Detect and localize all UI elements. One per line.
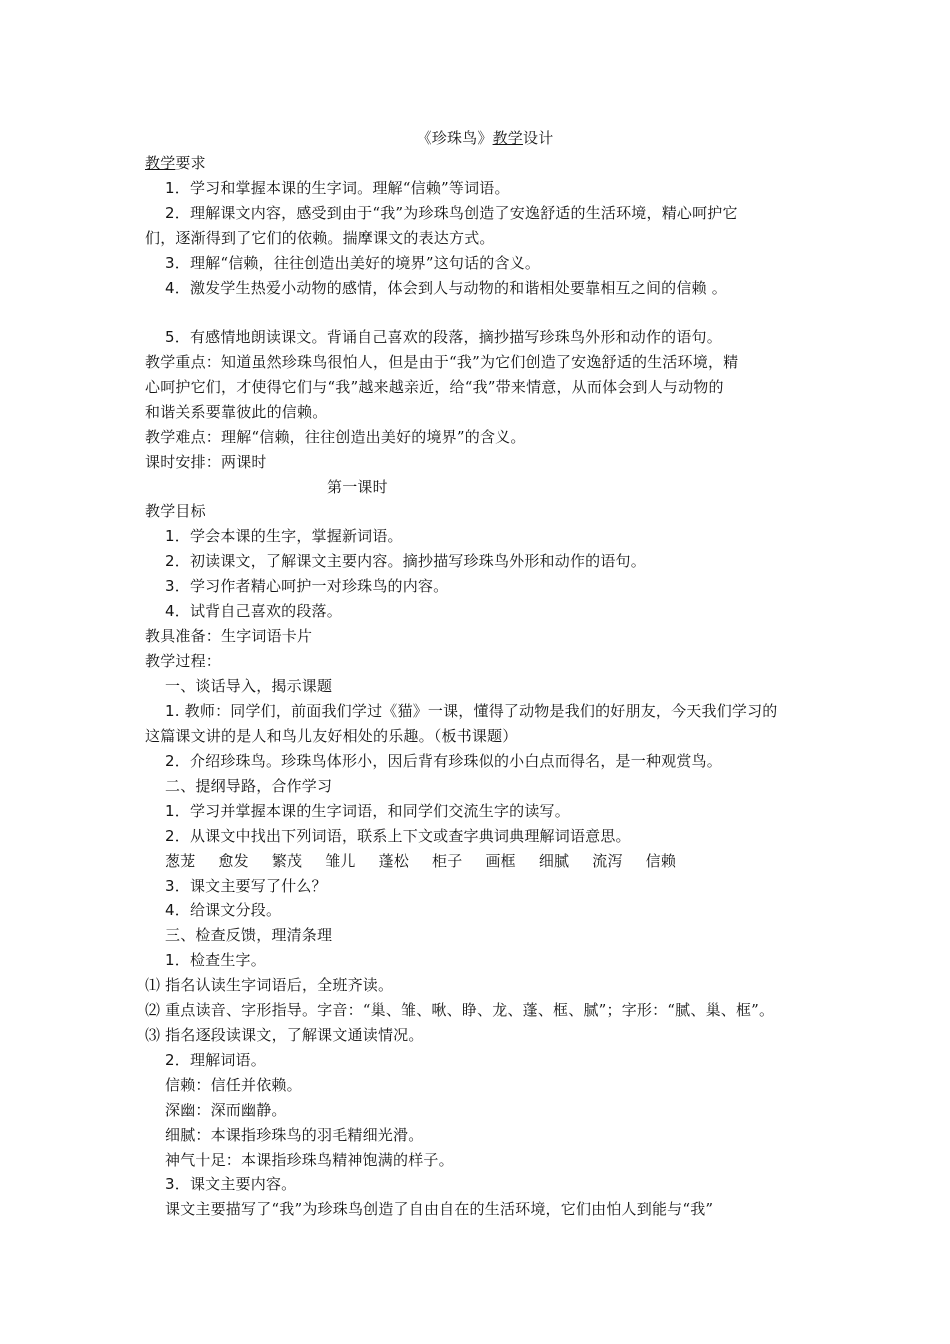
vocab-word: 流泻 [592,852,623,870]
section-heading: 一、谈话导入，揭示课题 [165,677,333,695]
requirement-item: 3．理解“信赖，往往创造出美好的境界”这句话的含义。 [165,254,541,272]
step-item-continued: 这篇课文讲的是人和鸟儿友好相处的乐趣。（板书课题） [145,727,518,745]
vocab-word: 画框 [485,852,516,870]
vocab-word: 雏儿 [325,852,356,870]
key-points-line: 心呵护它们，才使得它们与“我”越来越亲近，给“我”带来情意，从而体会到人与动物的 [145,378,724,396]
requirement-item-continued: 们，逐渐得到了它们的依赖。揣摩课文的表达方式。 [145,229,495,247]
definition-line: 神气十足：本课指珍珠鸟精神饱满的样子。 [165,1151,454,1169]
step-item: 1．学习并掌握本课的生字词语，和同学们交流生字的读写。 [165,802,570,820]
process-heading: 教学过程： [145,652,222,670]
key-points-line: 和谐关系要靠彼此的信赖。 [145,403,328,421]
step-item: 1. 教师：同学们，前面我们学过《猫》一课，懂得了动物是我们的好朋友，今天我们学习的 [165,702,778,720]
step-item: 2．理解词语。 [165,1051,266,1069]
page-title: 《珍珠鸟》教学设计 [416,129,554,147]
vocab-word: 柜子 [432,852,463,870]
vocab-word: 信赖 [645,852,677,870]
section-heading: 二、提纲导路，合作学习 [165,777,333,795]
definition-line: 信赖：信任并依赖。 [165,1076,302,1094]
vocab-word: 愈发 [218,852,249,870]
goals-heading: 教学目标 [145,502,206,520]
step-item: 2．介绍珍珠鸟。珍珠鸟体形小，因后背有珍珠似的小白点而得名，是一种观赏鸟。 [165,752,722,770]
lesson-heading: 第一课时 [327,478,388,496]
section-heading: 三、检查反馈，理清条理 [165,926,333,944]
sub-step: ⑵ 重点读音、字形指导。字音：“巢、雏、啾、睁、龙、蓬、框、腻”；字形：“腻、巢、框”。 [145,1001,775,1019]
step-item: 3．课文主要写了什么？ [165,877,327,895]
goal-item: 3．学习作者精心呵护一对珍珠鸟的内容。 [165,577,449,595]
goal-item: 1．学会本课的生字，掌握新词语。 [165,527,403,545]
definition-line: 细腻：本课指珍珠鸟的羽毛精细光滑。 [165,1126,424,1144]
sub-step: ⑶ 指名逐段读课文，了解课文通读情况。 [145,1026,424,1044]
vocab-word: 蓬松 [378,852,410,870]
vocab-word: 葱茏 [165,852,196,870]
vocabulary-list [165,851,815,871]
vocab-word: 细腻 [538,852,570,870]
sub-step: ⑴ 指名认读生字词语后，全班齐读。 [145,976,394,994]
goal-item: 2．初读课文，了解课文主要内容。摘抄描写珍珠鸟外形和动作的语句。 [165,552,646,570]
vocab-word: 繁茂 [271,852,303,870]
requirement-item: 1．学习和掌握本课的生字词。理解“信赖”等词语。 [165,179,510,197]
requirements-heading: 教学要求 [145,154,206,172]
requirement-item: 5．有感情地朗读课文。背诵自己喜欢的段落，摘抄描写珍珠鸟外形和动作的语句。 [165,328,722,346]
requirement-item: 4．激发学生热爱小动物的感情，体会到人与动物的和谐相处要靠相互之间的信赖 。 [165,279,727,297]
materials-line: 教具准备：生字词语卡片 [145,627,313,645]
step-item: 4．给课文分段。 [165,901,282,919]
step-item: 2．从课文中找出下列词语，联系上下文或查字典词典理解词语意思。 [165,827,631,845]
definition-line: 深幽：深而幽静。 [165,1101,287,1119]
goal-item: 4．试背自己喜欢的段落。 [165,602,342,620]
step-item: 1．检查生字。 [165,951,266,969]
requirement-item: 2．理解课文内容，感受到由于“我”为珍珠鸟创造了安逸舒适的生活环境，精心呵护它 [165,204,738,222]
schedule-line: 课时安排：两课时 [145,453,267,471]
key-points-line: 教学重点：知道虽然珍珠鸟很怕人，但是由于“我”为它们创造了安逸舒适的生活环境，精 [145,353,739,371]
summary-line: 课文主要描写了“我”为珍珠鸟创造了自由自在的生活环境，它们由怕人到能与“我” [165,1200,714,1218]
step-item: 3．课文主要内容。 [165,1175,297,1193]
difficulty-line: 教学难点：理解“信赖，往往创造出美好的境界”的含义。 [145,428,526,446]
